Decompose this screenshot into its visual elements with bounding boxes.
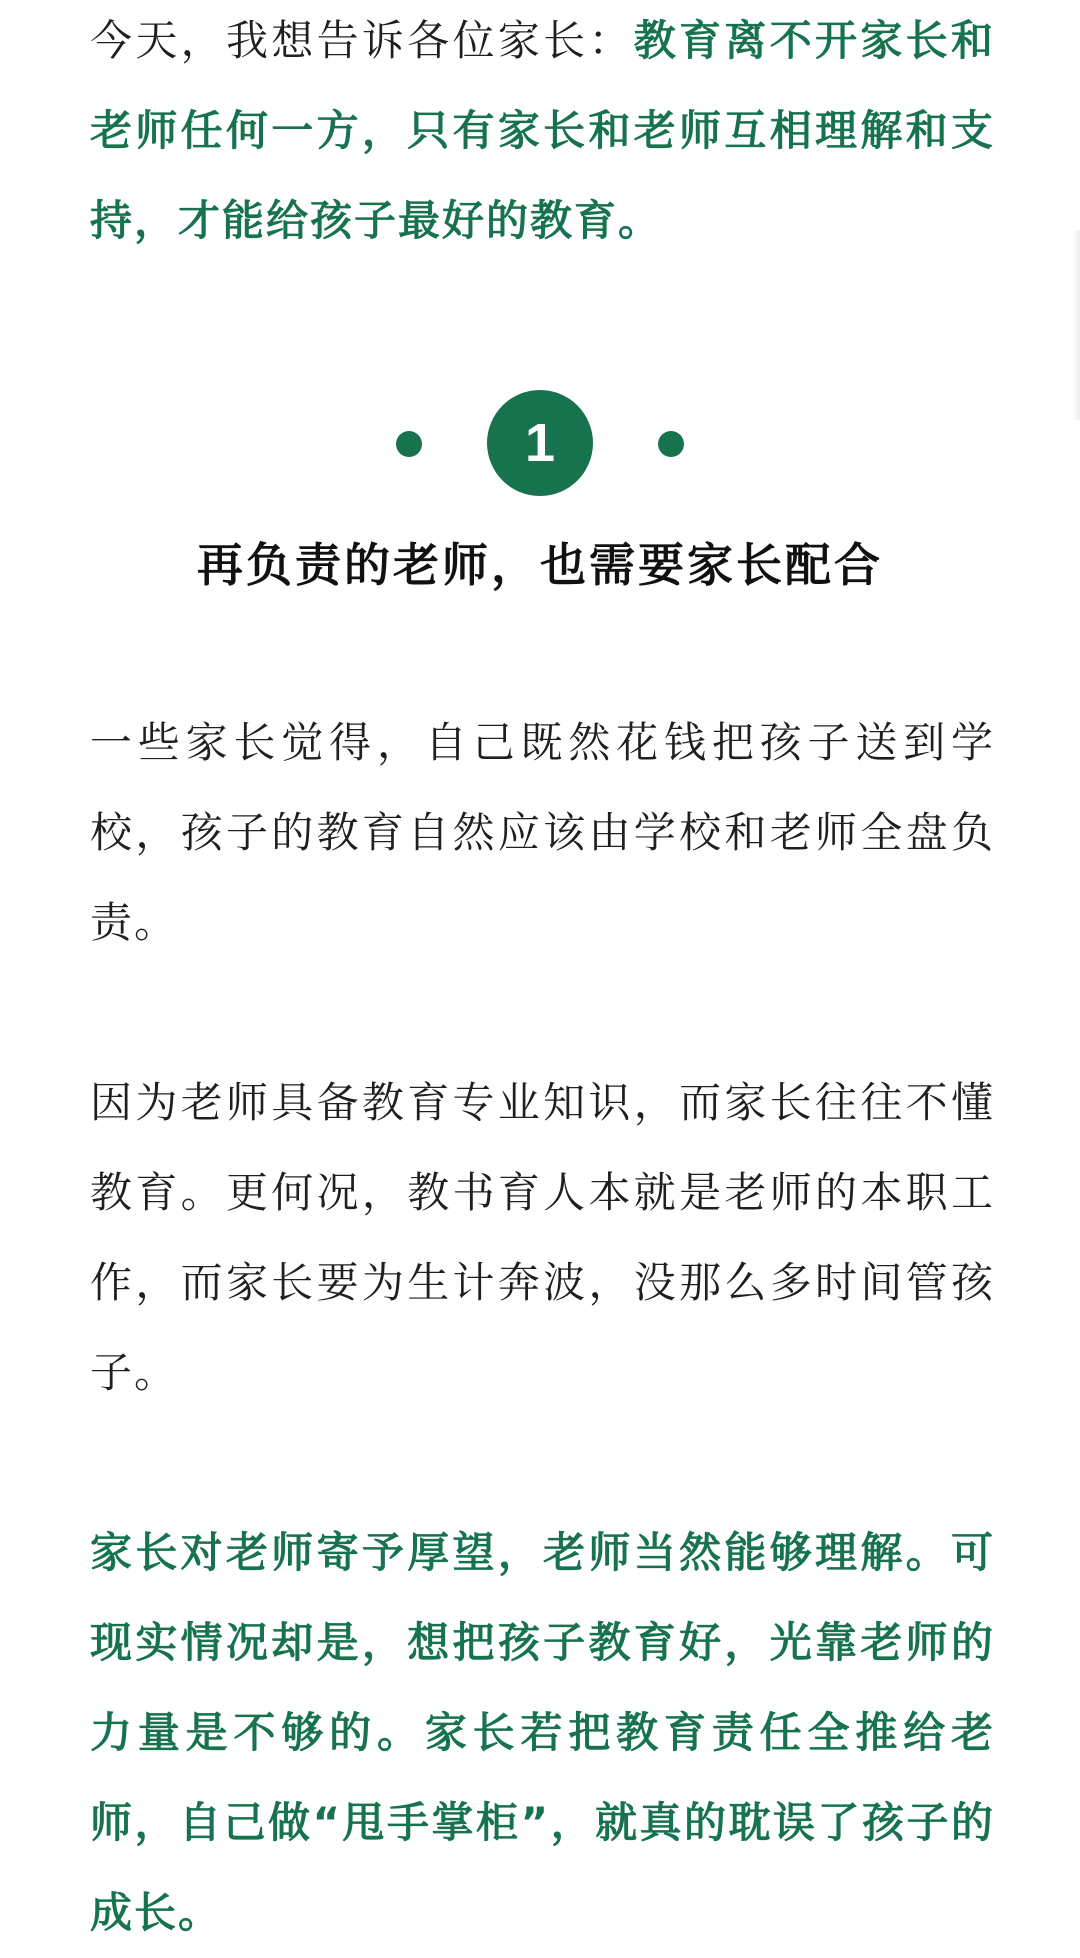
section-title: 再负责的老师，也需要家长配合 <box>197 538 883 592</box>
section-number-badge: 1 <box>487 390 593 496</box>
page-edge-shadow <box>1072 230 1080 420</box>
body-paragraph-2: 因为老师具备教育专业知识，而家长往往不懂教育。更何况，教书育人本就是老师的本职工作，而家长要为生计奔波，没那么多时间管孩子。 <box>90 1078 995 1397</box>
divider-dot-left <box>396 431 422 457</box>
highlight-paragraph: 家长对老师寄予厚望，老师当然能够理解。可现实情况却是，想把孩子教育好，光靠老师的力量是不够的。家长若把教育责任全推给老师，自己做“甩手掌柜”，就真的耽误了孩子的成长。 <box>90 1528 995 1937</box>
body-paragraph-1: 一些家长觉得，自己既然花钱把孩子送到学校，孩子的教育自然应该由学校和老师全盘负责。 <box>90 718 995 947</box>
intro-paragraph <box>90 0 995 266</box>
section-divider <box>0 384 1080 504</box>
intro-text: 今天，我想告诉各位家长： <box>90 16 634 65</box>
intro-highlight: 教育离不开家长和老师任何一方，只有家长和老师互相理解和支持，才能给孩子最好的教育。 <box>90 16 995 245</box>
divider-dot-right <box>658 431 684 457</box>
